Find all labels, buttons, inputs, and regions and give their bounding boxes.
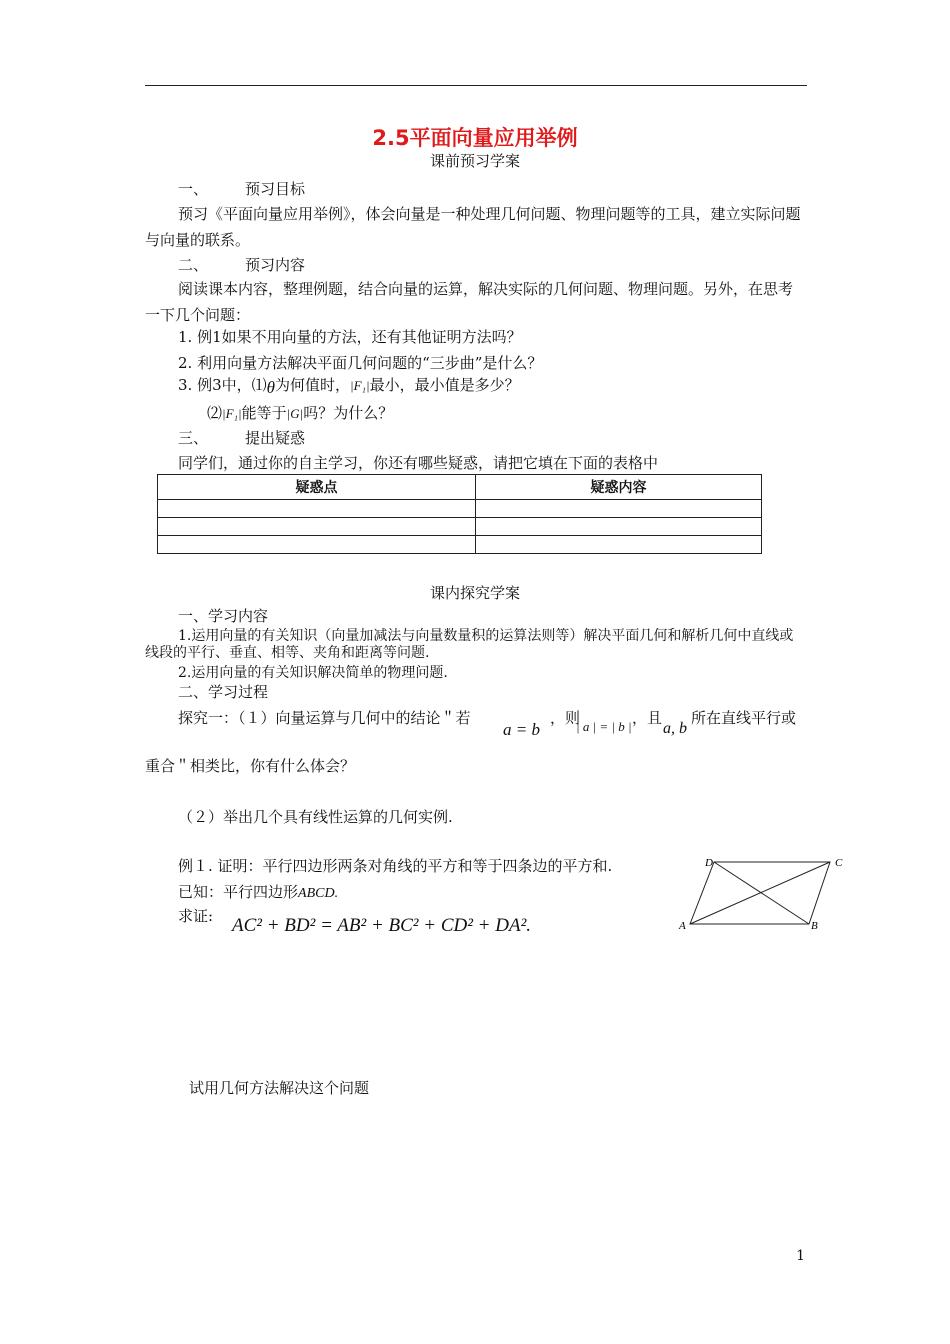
section-2-number: 二、 — [178, 256, 209, 274]
vertex-label-c: C — [835, 857, 843, 869]
question-3b-suffix: 吗？为什么？ — [303, 404, 394, 422]
prove-label: 求证: — [178, 907, 214, 925]
question-3-mid: 为何值时， — [274, 376, 350, 394]
explore-1-text-e: 重合＂相类比，你有什么体会？ — [145, 757, 356, 775]
table-row — [158, 500, 762, 518]
table-cell[interactable] — [158, 500, 476, 518]
explore-1-text-b: ，则 — [550, 709, 581, 727]
table-row — [158, 518, 762, 536]
parallelogram-figure — [675, 852, 850, 934]
question-3-prefix: 3. 例3中，⑴ — [178, 376, 267, 394]
question-3-suffix: 最小，最小值是多少？ — [369, 376, 520, 394]
question-3b-mid: 能等于 — [241, 404, 287, 422]
question-1: 1. 例1如果不用向量的方法，还有其他证明方法吗？ — [178, 328, 522, 346]
math-abs-equal: | a | = | b | — [576, 719, 632, 734]
question-3 — [178, 374, 520, 395]
learning-content-1: 1.运用向量的有关知识（向量加减法与向量数量积的运算法则等）解决平面几何和解析几何中直线或线段的平行、垂直、相等、夹角和距离等问题. — [145, 628, 794, 661]
table-cell[interactable] — [158, 536, 476, 554]
doubt-table — [157, 474, 762, 554]
diagonal-ac — [690, 862, 830, 924]
page-number: 1 — [796, 1248, 805, 1264]
section-1-number: 一、 — [178, 180, 209, 198]
diagonal-bd — [714, 862, 809, 924]
prove-formula: AC² + BD² = AB² + BC² + CD² + DA². — [232, 915, 532, 936]
in-class-subtitle: 课内探究学案 — [429, 584, 520, 602]
vertex-label-a: A — [679, 920, 686, 932]
explore-1-part-2: （２）举出几个具有线性运算的几何实例. — [178, 808, 453, 826]
known-abcd: ABCD. — [298, 886, 339, 901]
table-cell[interactable] — [476, 500, 762, 518]
page-subtitle: 课前预习学案 — [429, 152, 520, 170]
section-2-text: 阅读课本内容，整理例题，结合向量的运算，解决实际的几何问题、物理问题。另外，在思考一下几个问题： — [145, 280, 794, 324]
vertex-label-b: B — [811, 920, 818, 932]
theta-symbol: θ — [266, 378, 275, 397]
example-1: 例１. 证明：平行四边形两条对角线的平方和等于四条边的平方和. — [178, 857, 613, 875]
header-rule — [145, 85, 807, 86]
table-header-row — [158, 475, 762, 500]
math-a-b: a, b — [663, 720, 687, 737]
known-line — [178, 881, 338, 902]
try-geometric-method: 试用几何方法解决这个问题 — [189, 1079, 370, 1097]
table-header-doubt-content: 疑惑内容 — [476, 475, 762, 500]
section-3-title: 提出疑惑 — [245, 429, 306, 447]
explore-1-text-d: 所在直线平行或 — [691, 709, 797, 727]
question-2: 2. 利用向量方法解决平面几何问题的“三步曲”是什么？ — [178, 354, 543, 372]
learning-content-heading: 一、学习内容 — [178, 607, 269, 625]
table-cell[interactable] — [476, 536, 762, 554]
section-1-text: 预习《平面向量应用举例》，体会向量是一种处理几何问题、物理问题等的工具，建立实际问题与向量的联系。 — [145, 205, 801, 249]
explore-1-text-a: 探究一：（１）向量运算与几何中的结论＂若 — [178, 709, 471, 727]
table-cell[interactable] — [158, 518, 476, 536]
f1-abs-2: |F₁| — [222, 406, 242, 421]
section-1-title: 预习目标 — [245, 180, 306, 198]
table-row — [158, 536, 762, 554]
explore-1-line-1 — [178, 707, 471, 728]
table-header-doubt-point: 疑惑点 — [158, 475, 476, 500]
known-label: 已知：平行四边形 — [178, 883, 299, 901]
question-3b — [207, 402, 393, 423]
learning-process-heading: 二、学习过程 — [178, 683, 269, 701]
vertex-label-d: D — [705, 857, 713, 869]
page-title: 2.5平面向量应用举例 — [372, 126, 578, 150]
section-2-title: 预习内容 — [245, 256, 306, 274]
g-abs: |G| — [286, 406, 304, 421]
learning-content-2: 2.运用向量的有关知识解决简单的物理问题. — [178, 665, 448, 681]
section-3-number: 三、 — [178, 429, 209, 447]
section-3-text: 同学们，通过你的自主学习，你还有哪些疑惑，请把它填在下面的表格中 — [178, 454, 659, 472]
table-cell[interactable] — [476, 518, 762, 536]
f1-abs: |F₁| — [350, 378, 370, 393]
explore-1-text-c: ，且 — [632, 709, 663, 727]
question-3b-prefix: ⑵ — [207, 404, 223, 422]
math-a-equals-b: a = b — [503, 720, 540, 739]
